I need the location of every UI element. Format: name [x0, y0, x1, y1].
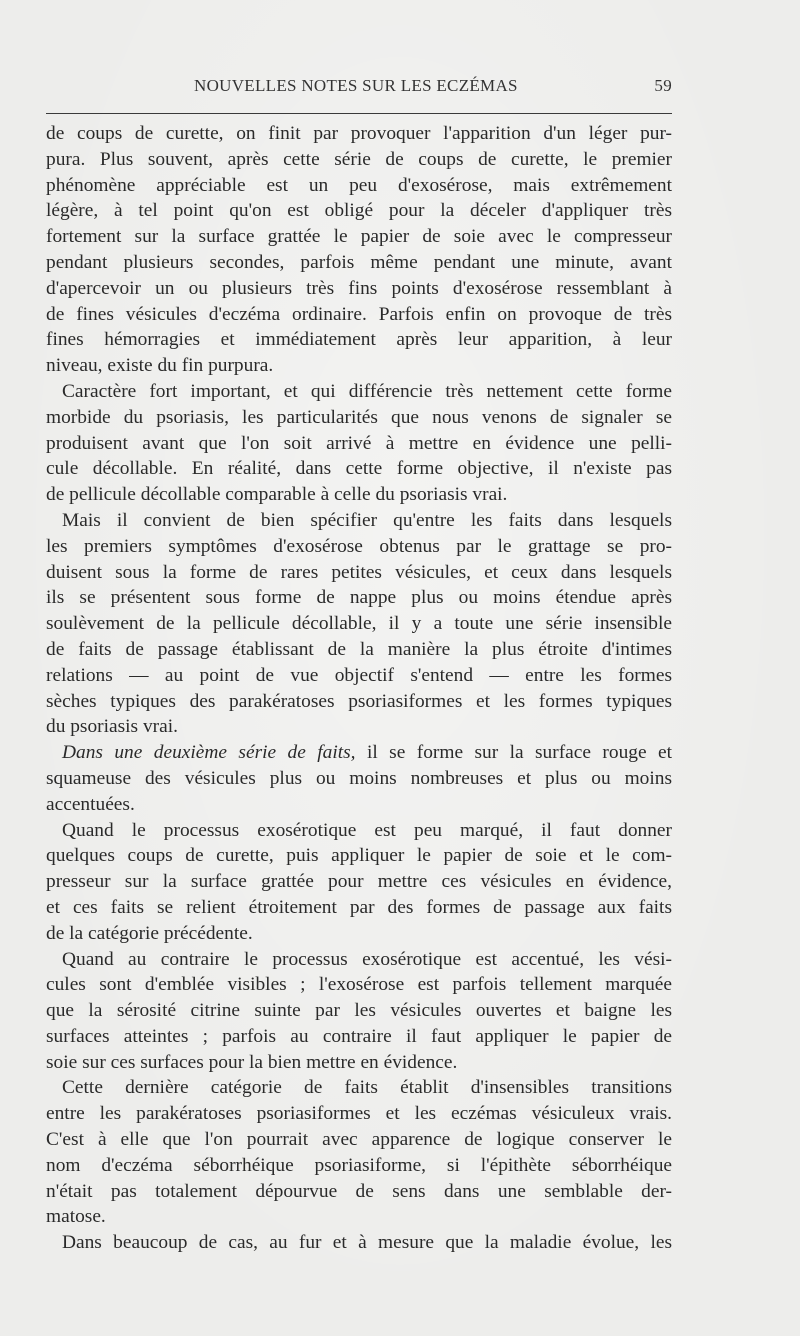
- text-line-rest: il se forme sur la surface rouge et: [366, 742, 672, 764]
- text-line: soulèvement de la pellicule décollable, il y a toute une série insensible: [46, 613, 672, 635]
- running-head: [46, 76, 672, 100]
- text-line: de la catégorie précédente.: [46, 922, 253, 944]
- text-line: légère, à tel point qu'on est obligé pour la déceler d'appliquer très: [46, 200, 672, 222]
- text-line: de pellicule décollable comparable à celle du psoriasis vrai.: [46, 484, 508, 506]
- text-line: Quand au contraire le processus exosérotique est accentué, les vési-: [62, 948, 672, 970]
- text-line: cules sont d'emblée visibles ; l'exosérose est parfois tellement marquée: [46, 974, 672, 996]
- text-line: les premiers symptômes d'exosérose obtenus par le grattage se pro-: [46, 535, 672, 557]
- text-line: que la sérosité citrine suinte par les vésicules ouvertes et baigne les: [46, 1000, 672, 1022]
- page-number: 59: [654, 76, 672, 95]
- text-line: quelques coups de curette, puis appliquer le papier de soie et le com-: [46, 845, 672, 867]
- text-line: phénomène appréciable est un peu d'exosérose, mais extrêmement: [46, 174, 672, 196]
- text-line: Cette dernière catégorie de faits établit d'insensibles transitions: [62, 1077, 672, 1099]
- text-line: Quand le processus exosérotique est peu marqué, il faut donner: [62, 819, 672, 841]
- text-line: pura. Plus souvent, après cette série de coups de curette, le premier: [46, 148, 672, 170]
- text-line: sèches typiques des parakératoses psoriasiformes et les formes typiques: [46, 690, 672, 712]
- body-text: [46, 121, 672, 1256]
- text-line: de faits de passage établissant de la manière la plus étroite d'intimes: [46, 638, 672, 660]
- text-line: squameuse des vésicules plus ou moins nombreuses et plus ou moins: [46, 767, 672, 789]
- text-line: surfaces atteintes ; parfois au contraire il faut appliquer le papier de: [46, 1025, 672, 1047]
- text-line: d'apercevoir un ou plusieurs très fins points d'exosérose ressemblant à: [46, 277, 672, 299]
- text-line: nom d'eczéma séborrhéique psoriasiforme, si l'épithète séborrhéique: [46, 1154, 672, 1176]
- text-line: relations — au point de vue objectif s'entend — entre les formes: [46, 664, 672, 686]
- header-rule: [46, 113, 672, 114]
- text-line: du psoriasis vrai.: [46, 716, 178, 738]
- text-line: et ces faits se relient étroitement par des formes de passage aux faits: [46, 896, 672, 918]
- text-line: matose.: [46, 1206, 106, 1228]
- text-line: produisent avant que l'on soit arrivé à mettre en évidence une pelli-: [46, 432, 672, 454]
- text-line: de fines vésicules d'eczéma ordinaire. Parfois enfin on provoque de très: [46, 303, 672, 325]
- text-line: niveau, existe du fin purpura.: [46, 355, 274, 377]
- text-line: ils se présentent sous forme de nappe plus ou moins étendue après: [46, 587, 672, 609]
- text-line: cule décollable. En réalité, dans cette forme objective, il n'existe pas: [46, 458, 672, 480]
- text-line: soie sur ces surfaces pour la bien mettre en évidence.: [46, 1051, 458, 1073]
- text-line: fines hémorragies et immédiatement après leur apparition, à leur: [46, 329, 672, 351]
- text-line: Mais il convient de bien spécifier qu'entre les faits dans lesquels: [62, 509, 672, 531]
- text-line: morbide du psoriasis, les particularités que nous venons de signaler se: [46, 406, 672, 428]
- text-line: duisent sous la forme de rares petites vésicules, et ceux dans lesquels: [46, 561, 672, 583]
- text-line: de coups de curette, on finit par provoquer l'apparition d'un léger pur-: [46, 123, 672, 144]
- text-line: C'est à elle que l'on pourrait avec apparence de logique conserver le: [46, 1129, 672, 1151]
- text-line: presseur sur la surface grattée pour mettre ces vésicules en évidence,: [46, 871, 672, 893]
- text-line: n'était pas totalement dépourvue de sens dans une semblable der-: [46, 1180, 672, 1202]
- italic-lead: Dans une deuxième série de faits,: [62, 742, 356, 764]
- running-head-title: NOUVELLES NOTES SUR LES ECZÉMAS: [194, 76, 518, 95]
- text-line: Dans beaucoup de cas, au fur et à mesure que la maladie évolue, les: [62, 1232, 672, 1254]
- text-line: [46, 740, 672, 766]
- text-line: fortement sur la surface grattée le papier de soie avec le compresseur: [46, 226, 672, 248]
- text-line: Caractère fort important, et qui différencie très nettement cette forme: [62, 380, 672, 402]
- text-line: entre les parakératoses psoriasiformes et les eczémas vésiculeux vrais.: [46, 1103, 672, 1125]
- text-line: pendant plusieurs secondes, parfois même pendant une minute, avant: [46, 251, 672, 273]
- text-line: accentuées.: [46, 793, 135, 815]
